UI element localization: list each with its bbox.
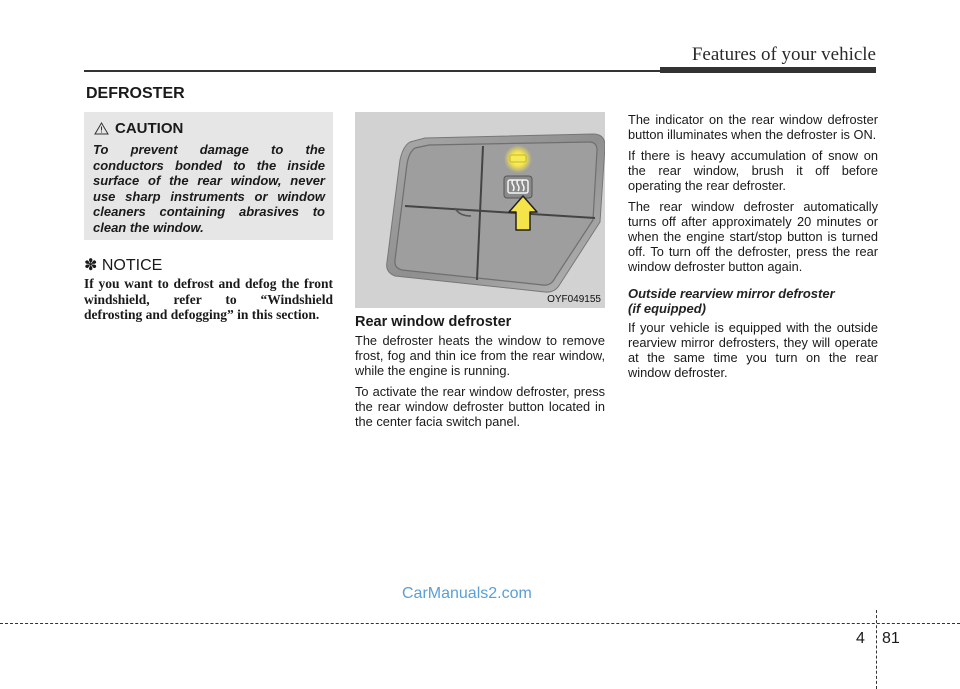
rear-defroster-section xyxy=(355,314,605,435)
notice-star-icon: ✽ xyxy=(84,257,98,274)
auto-off-paragraph: The rear window defroster automatically turns off after approximately 20 minutes or when the engine start/stop button is turned off. To turn off the defroster, press the rear window defroster button again. xyxy=(628,199,878,274)
mirror-defroster-heading xyxy=(628,286,878,316)
caution-box xyxy=(84,112,333,240)
mirror-defroster-paragraph: If your vehicle is equipped with the outside rearview mirror defrosters, they will operate at the same time you turn on the rear window defroster. xyxy=(628,320,878,380)
rear-defroster-heading: Rear window defroster xyxy=(355,314,512,330)
mirror-heading-line-1: Outside rearview mirror defroster xyxy=(628,286,835,301)
mirror-heading-line-2: (if equipped) xyxy=(628,301,706,316)
image-code: OYF049155 xyxy=(547,294,601,305)
rear-defroster-paragraph-2: To activate the rear window defroster, press the rear window defroster button located in the center facia switch panel. xyxy=(355,384,605,429)
snow-paragraph: If there is heavy accumulation of snow on the rear window, brush it off before operating the rear defroster. xyxy=(628,148,878,193)
caution-title: CAUTION xyxy=(115,120,184,137)
warning-triangle-icon xyxy=(94,122,109,135)
indicator-section xyxy=(628,112,878,386)
chapter-number: 4 xyxy=(856,630,865,647)
page-title: DEFROSTER xyxy=(86,85,185,102)
switch-panel-illustration xyxy=(355,112,605,308)
header-section-title: Features of your vehicle xyxy=(691,44,876,65)
indicator-paragraph: The indicator on the rear window defroster button illuminates when the defroster is ON. xyxy=(628,112,878,142)
defroster-switch-photo xyxy=(355,112,605,308)
footer-rule xyxy=(0,623,960,624)
caution-text: To prevent damage to the conductors bonded to the inside surface of the rear window, never use sharp instruments or window cleaners containing abrasives to clean the window. xyxy=(93,142,325,235)
notice-title: NOTICE xyxy=(101,257,163,274)
caution-heading xyxy=(94,120,183,137)
header-rule-thick xyxy=(660,67,876,73)
header-rule xyxy=(84,70,660,72)
notice-heading xyxy=(84,255,162,275)
footer-divider xyxy=(876,610,877,689)
notice-text: If you want to defrost and defog the front windshield, refer to “Windshield defrosting and defogging” in this section. xyxy=(84,276,333,322)
watermark-link[interactable]: CarManuals2.com xyxy=(402,585,532,602)
page-number: 81 xyxy=(882,630,900,647)
rear-defroster-paragraph-1: The defroster heats the window to remove frost, fog and thin ice from the rear window, while the engine is running. xyxy=(355,333,605,378)
